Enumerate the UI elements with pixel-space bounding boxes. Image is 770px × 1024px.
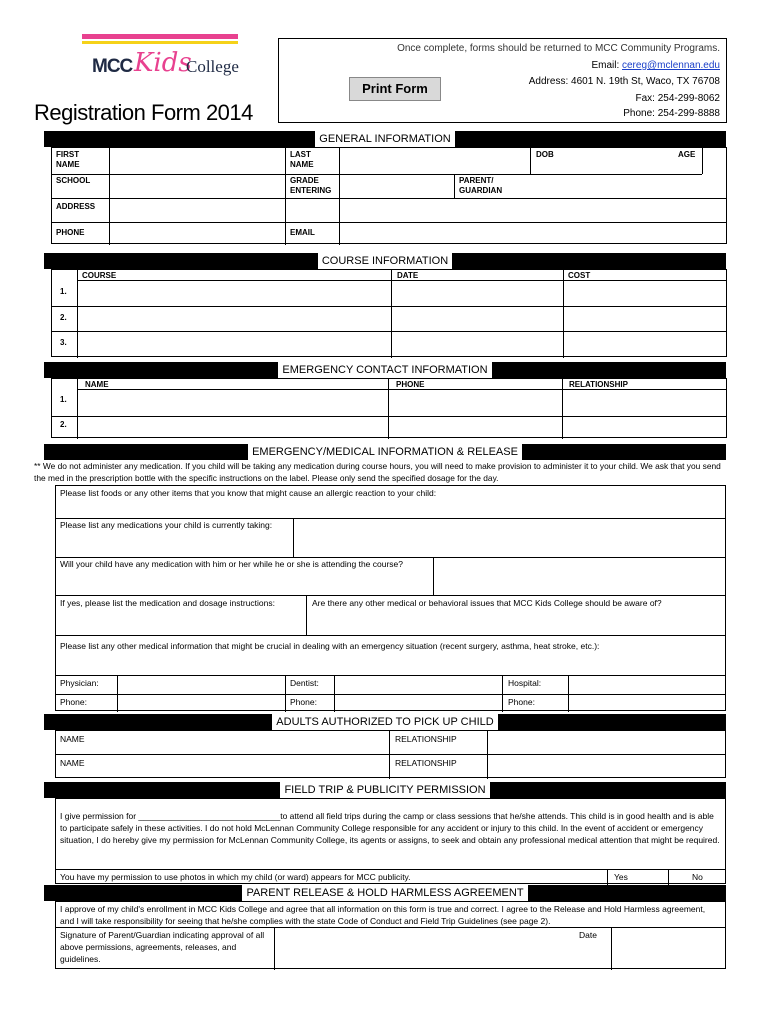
logo-pink-bar [82,34,238,39]
email-field[interactable] [340,223,725,244]
pickup-name-label: NAME [60,734,85,744]
release-text: I approve of my child's enrollment in MCC Kids College and agree that all information on this form is true and correct. I agree to the Release and Hold Harmless agreement, and I will take responsibility for seeing that he/she complies with the state Code of Conduct and Field Trip Guidelines (see page 2). [60,904,706,926]
divider [293,518,294,557]
release-heading [44,885,726,901]
physician-phone-label: Phone: [60,697,87,707]
pickup-heading [44,714,726,730]
phone-line: Phone: 254-299-8888 [623,108,720,119]
divider [433,557,434,595]
general-heading [44,131,726,147]
photo-permission-label: You have my permission to use photos in which my child (or ward) appears for MCC publicity. [60,872,411,882]
other-info-label: Please list any other medical information that might be crucial in dealing with an emergency situation (recent surgery, asthma, heat stroke, etc.): [60,641,600,651]
divider [502,675,503,712]
emergency-row-num: 1. [60,395,67,404]
dob-field[interactable] [531,149,701,173]
hospital-label: Hospital: [508,678,542,688]
name-col-header: NAME [85,380,109,389]
medication-note: ** We do not administer any medication. If you child will be taking any medication during course hours, you will need to make provision to administer it to your child. We ask that you send the med in the prescription bottle with the specific instructions on the label. Please only send the specified dosage for the day. [34,461,721,483]
divider [563,270,564,358]
page-title: Registration Form 2014 [34,100,253,125]
last-name-field[interactable] [340,149,529,173]
last-name-label: LAST NAME [290,150,314,169]
emergency-table [51,378,727,438]
medical-table [55,485,726,711]
course-row-num: 3. [60,338,67,347]
fieldtrip-box [55,798,726,884]
dob-label: DOB [536,150,554,159]
school-field[interactable] [110,175,284,197]
fieldtrip-text: I give permission for ______________________________to attend all field trips during the camp or class sessions that he/she attends. This child is in good health and is able to participate safely in these activities. I do not hold McLennan Community College responsible for any accident or injury to this child. In the event of accident or emergency situation, I do hereby give my permission for McLennan Community College, its agents or assigns, to seek and obtain any professional medical attention that might be required. [60,811,720,845]
divider [391,270,392,358]
divider [562,379,563,439]
signature-label: Signature of Parent/Guardian indicating approval of all above permissions, agreements, releases, and guidelines. [60,930,265,964]
medications-label: Please list any medications your child is currently taking: [60,520,273,530]
contact-box [278,38,727,123]
divider [285,675,286,712]
course-row-num: 1. [60,287,67,296]
dentist-phone-label: Phone: [290,697,317,707]
photo-yes-option[interactable]: Yes [614,872,628,882]
divider [56,635,725,636]
fieldtrip-heading [44,782,726,798]
divider [334,675,335,712]
medical-heading-text: EMERGENCY/MEDICAL INFORMATION & RELEASE [248,444,522,460]
divider [454,174,455,198]
pickup-relationship-label: RELATIONSHIP [395,758,457,768]
logo [82,34,240,84]
email-line [591,60,720,71]
divider [389,731,390,779]
physician-label: Physician: [60,678,99,688]
divider [52,306,726,307]
returned-note: Once complete, forms should be returned to MCC Community Programs. [397,43,720,54]
phone-label: PHONE [56,228,85,237]
address-label: ADDRESS [56,202,96,211]
general-heading-text: GENERAL INFORMATION [315,131,454,147]
divider [56,694,725,695]
divider [56,754,725,755]
emergency-row-num: 2. [60,420,67,429]
date-col-header: DATE [397,271,419,280]
course-col-header: COURSE [82,271,117,280]
general-table [51,147,727,244]
email-label: EMAIL [290,228,315,237]
parent-field[interactable] [531,175,725,197]
phone-field[interactable] [110,223,284,244]
divider [77,270,78,358]
divider [668,869,669,885]
logo-kids: Kids [134,48,192,78]
print-form-button[interactable]: Print Form [349,77,441,101]
divider [56,595,725,596]
logo-yellow-bar [82,41,238,44]
grade-field[interactable] [340,175,453,197]
email-link[interactable]: cereg@mclennan.edu [622,60,720,71]
hospital-phone-label: Phone: [508,697,535,707]
age-label: AGE [678,150,696,159]
logo-college: College [186,57,239,76]
signature-field[interactable] [275,928,610,969]
phone-col-header: PHONE [396,380,425,389]
divider [52,416,726,417]
parent-guardian-label: PARENT/ GUARDIAN [459,176,503,195]
emergency-heading [44,362,726,378]
first-name-label: FIRST NAME [56,150,80,169]
fax-line: Fax: 254-299-8062 [635,93,720,104]
course-heading [44,253,726,269]
divider [306,595,307,635]
divider [388,379,389,439]
divider [77,379,78,439]
divider [56,869,725,870]
grade-entering-label: GRADE ENTERING [290,176,332,195]
divider [56,675,725,676]
divider [285,148,286,245]
allergies-label: Please list foods or any other items that you know that might cause an allergic reaction to your child: [60,488,437,498]
pickup-heading-text: ADULTS AUTHORIZED TO PICK UP CHILD [272,714,497,730]
emergency-heading-text: EMERGENCY CONTACT INFORMATION [278,362,491,378]
date-field[interactable] [612,928,725,969]
cost-col-header: COST [568,271,591,280]
release-heading-text: PARENT RELEASE & HOLD HARMLESS AGREEMENT [242,885,527,901]
dentist-label: Dentist: [290,678,319,688]
pickup-relationship-label: RELATIONSHIP [395,734,457,744]
divider [487,731,488,779]
logo-mcc: MCC [92,56,133,77]
divider [117,675,118,712]
medical-heading [44,444,726,460]
photo-no-option[interactable]: No [692,872,703,882]
with-med-label: Will your child have any medication with him or her while he or she is attending the course? [60,559,404,569]
first-name-field[interactable] [110,149,284,173]
dosage-label: If yes, please list the medication and dosage instructions: [60,598,275,608]
pickup-table [55,730,726,778]
divider [607,869,608,885]
course-row-num: 2. [60,313,67,322]
relationship-col-header: RELATIONSHIP [569,380,628,389]
fieldtrip-heading-text: FIELD TRIP & PUBLICITY PERMISSION [280,782,489,798]
other-issues-label: Are there any other medical or behavioral issues that MCC Kids College should be aware of? [312,598,662,608]
course-heading-text: COURSE INFORMATION [318,253,452,269]
address-line: Address: 4601 N. 19th St, Waco, TX 76708 [528,76,720,87]
release-box [55,901,726,969]
email-label: Email: [591,60,622,71]
address-field[interactable] [110,199,725,221]
date-label: Date [579,930,597,940]
pickup-name-label: NAME [60,758,85,768]
divider [568,675,569,712]
course-table [51,269,727,357]
divider [52,331,726,332]
school-label: SCHOOL [56,176,91,185]
age-field[interactable] [703,149,725,173]
